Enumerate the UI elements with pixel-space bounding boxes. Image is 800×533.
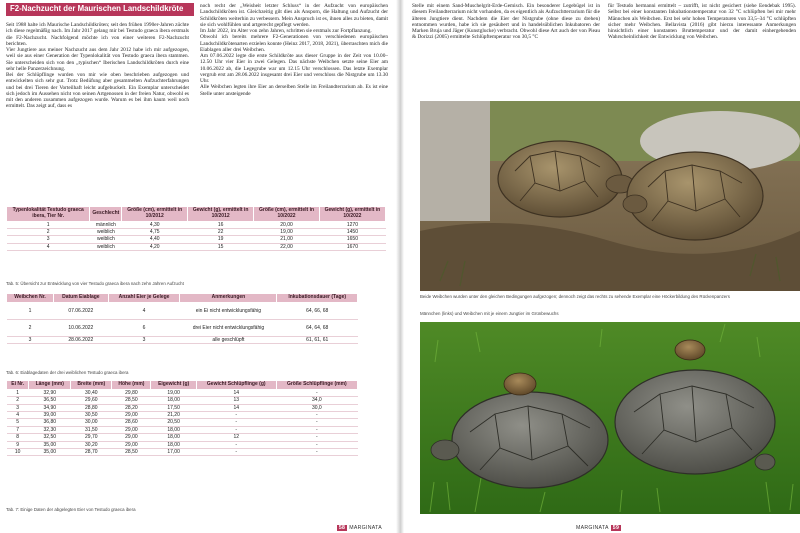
table-cell: 10 <box>7 449 29 456</box>
table-cell: 30,40 <box>71 389 112 396</box>
table-cell: 36,80 <box>29 419 71 426</box>
photo-caption: Männchen (links) und Weibchen mit je einem Jungtier im Grünbewuchs <box>420 311 559 316</box>
table-cell: 16 <box>188 221 254 228</box>
table-cell: - <box>276 419 357 426</box>
table-cell: 4,20 <box>122 243 188 250</box>
table-caption: Tab. 7: Einige Daten der abgelegten Eier von Testudo graeca ibera <box>6 507 136 512</box>
table-cell: 1450 <box>319 229 385 236</box>
tortoise-photo-1 <box>420 101 800 291</box>
table-row <box>7 426 358 433</box>
table-cell: 19,00 <box>151 389 196 396</box>
table-cell: 19 <box>188 236 254 243</box>
column-header: Größe (cm), ermittelt in 10/2022 <box>254 207 320 222</box>
table-cell: 1 <box>7 302 54 319</box>
column-header: Gewicht (g), ermittelt in 10/2022 <box>319 207 385 222</box>
table-row <box>7 419 358 426</box>
table-cell: 18,00 <box>151 434 196 441</box>
table-cell: - <box>196 426 276 433</box>
table-cell: 28,50 <box>112 449 151 456</box>
table-cell: 13 <box>196 397 276 404</box>
table-cell: 3 <box>108 336 180 343</box>
table-cell: 1270 <box>319 221 385 228</box>
table-row <box>7 302 358 319</box>
table-cell: männlich <box>90 221 122 228</box>
table-cell: 3 <box>7 336 54 343</box>
table-cell: 28,20 <box>112 404 151 411</box>
table-cell: 4 <box>7 243 90 250</box>
table-row <box>7 221 386 228</box>
table-cell: 12 <box>196 434 276 441</box>
column-header: Höhe (mm) <box>112 381 151 390</box>
table-cell: 20,00 <box>254 221 320 228</box>
table-row <box>7 319 358 336</box>
table-cell: 29,00 <box>112 441 151 448</box>
table-row <box>7 397 358 404</box>
table-cell: 15 <box>188 243 254 250</box>
table-cell: 30,00 <box>71 419 112 426</box>
table-cell: 10.06.2022 <box>54 319 109 336</box>
column-header: Ei Nr. <box>7 381 29 390</box>
table-row <box>7 389 358 396</box>
table-cell: 30,20 <box>71 441 112 448</box>
table-row <box>7 229 386 236</box>
column-header: Typenlokalität Testudo graeca ibera, Tier Nr. <box>7 207 90 222</box>
column-header: Weibchen Nr. <box>7 294 54 303</box>
table-cell: ein Ei nicht entwicklungsfähig <box>180 302 277 319</box>
table-row <box>7 434 358 441</box>
left-column-2 <box>200 3 388 192</box>
table-cell: 28,70 <box>71 449 112 456</box>
table-cell: 4 <box>7 412 29 419</box>
article-heading: F2-Nachzucht der Maurischen Landschildkröte <box>6 3 194 16</box>
table-cell: 6 <box>108 319 180 336</box>
table-cell: 61, 61, 61 <box>277 336 358 343</box>
table-cell: 32,50 <box>29 434 71 441</box>
paragraph: Im Jahr 2022, im Alter von zehn Jahren, schritten sie erstmals zur Fortpflanzung. <box>200 28 372 34</box>
table-cell: - <box>196 412 276 419</box>
table-cell: 3 <box>7 236 90 243</box>
table-cell: 1 <box>7 389 29 396</box>
table-cell: - <box>276 389 357 396</box>
table-cell: - <box>276 412 357 419</box>
table-cell: 34,0 <box>276 397 357 404</box>
table-cell: 28,50 <box>112 397 151 404</box>
paragraph: Alle Weibchen legten ihre Eier an derselben Stelle im Freilandterrarium ab. Es ist eine Stelle unter ansteigende <box>200 84 388 97</box>
table-cell: 1 <box>7 221 90 228</box>
table-cell: 30,50 <box>71 412 112 419</box>
table-cell: 28,80 <box>71 404 112 411</box>
table-cell: 2 <box>7 229 90 236</box>
magazine-name: MARGINATA <box>349 525 382 531</box>
table-cell: - <box>276 434 357 441</box>
table-cell: drei Eier nicht entwicklungsfähig <box>180 319 277 336</box>
table-cell: - <box>196 441 276 448</box>
table-cell: 4,40 <box>122 236 188 243</box>
table-cell: 21,00 <box>254 236 320 243</box>
table-cell: 34,90 <box>29 404 71 411</box>
paragraph: Obwohl ich bereits mehrere F2-Generationen von verschiedenen europäischen Landschildkrötenarten erzielen konnte (Heinz 2017, 2018, 2021), überraschten mich die Eiablagen aller drei Weibchen. <box>200 34 388 53</box>
page-footer <box>576 525 623 531</box>
table-cell: 36,50 <box>29 397 71 404</box>
column-header: Länge (mm) <box>29 381 71 390</box>
table-cell: 19,00 <box>254 229 320 236</box>
column-header: Eigewicht (g) <box>151 381 196 390</box>
table-cell: 18,00 <box>151 441 196 448</box>
table-cell: 20,50 <box>151 419 196 426</box>
table-cell: 29,00 <box>112 412 151 419</box>
page-footer <box>335 525 382 531</box>
table-cell: weiblich <box>90 243 122 250</box>
table-cell: 4,30 <box>122 221 188 228</box>
left-column-1 <box>6 22 189 192</box>
column-header: Gewicht (g), ermittelt in 10/2012 <box>188 207 254 222</box>
table-cell: 64, 66, 68 <box>277 302 358 319</box>
paragraph: noch recht der „Weisheit letzter Schluss“ in der Aufzucht von europäischen Landschildkröten ist. Gleichzeitig gilt dies als Ansporn, die Haltung und Aufzucht der Schildkröten weiterhin zu verbessern. Mein Anspruch ist es, ihnen alles zu bieten, damit sie sich wohlfühlen und artgerecht gepflegt werden. <box>200 3 388 28</box>
column-header: Anmerkungen <box>180 294 277 303</box>
table-row <box>7 449 358 456</box>
table-cell: - <box>196 449 276 456</box>
table-cell: 21,20 <box>151 412 196 419</box>
table-cell: 7 <box>7 426 29 433</box>
paragraph: Bei der Schlüpflinge wurden von mir wie oben beschrieben aufgezogen und entwickelten sich sehr gut. Trotz Bedüfung aber gesammelten Aufzuchterfahrungen und bei drei Tieren der Vorteilhaft leicht aufgebuckelt. Ein Exemplar unterscheidet sich jedoch im Aussehen nicht von seinen Artgenossen in der freien Natur, obwohl es mit den anderen zusammen aufgezogen wurde. Warum es bei ihm kaum weil noch ermittelt. Das zeigt auf, dass es <box>6 72 189 110</box>
table-cell: - <box>276 449 357 456</box>
column-header: Anzahl Eier je Gelege <box>108 294 180 303</box>
tortoise-photo-2 <box>420 322 800 514</box>
table-cell: 22,00 <box>254 243 320 250</box>
photo-tortoises-grass <box>420 322 800 514</box>
paragraph: Vier Jungtiere aus meiner Nachzucht aus dem Jahr 2012 habe ich mir aufgezogen, weil sie aus einer Generation der Typenlokalität von Testudo graeca ibera stammen. Sie unterscheiden sich von den „typischen“ Iberischen Landschildkröten durch eine sehr helle Panzerzeichnung. <box>6 47 189 72</box>
table-cell: 9 <box>7 441 29 448</box>
column-header: Größe (cm), ermittelt in 10/2012 <box>122 207 188 222</box>
table-cell: 32,30 <box>29 426 71 433</box>
column-header: Datum Eiablage <box>54 294 109 303</box>
table-cell: 29,00 <box>112 434 151 441</box>
photo-two-tortoises <box>420 101 800 291</box>
table-cell: - <box>276 426 357 433</box>
table-row <box>7 243 386 250</box>
table-cell: 2 <box>7 397 29 404</box>
table-cell: 8 <box>7 434 29 441</box>
table-row <box>7 336 358 343</box>
table-cell: 07.06.2022 <box>54 302 109 319</box>
table-cell: 5 <box>7 419 29 426</box>
column-header: Größe Schlüpflinge (mm) <box>276 381 357 390</box>
table-cell: 29,80 <box>112 389 151 396</box>
table-cell: 39,00 <box>29 412 71 419</box>
table-row <box>7 441 358 448</box>
table-row <box>7 412 358 419</box>
table-cell: 35,00 <box>29 441 71 448</box>
column-header: Geschlecht <box>90 207 122 222</box>
table-cell: 22 <box>188 229 254 236</box>
right-column-2 <box>608 3 796 97</box>
table-cell: 2 <box>7 319 54 336</box>
page-gutter <box>396 0 404 533</box>
table-row <box>7 404 358 411</box>
table-cell: 17,00 <box>151 449 196 456</box>
right-column-1 <box>412 3 600 97</box>
table-cell: - <box>276 441 357 448</box>
column-header: Inkubationsdauer (Tage) <box>277 294 358 303</box>
table-cell: 1650 <box>319 236 385 243</box>
table-cell: 18,00 <box>151 426 196 433</box>
table-cell: - <box>196 419 276 426</box>
table-cell: 14 <box>196 389 276 396</box>
table-cell: 29,70 <box>71 434 112 441</box>
table-cell: 17,50 <box>151 404 196 411</box>
table-cell: 4,75 <box>122 229 188 236</box>
table-cell: weiblich <box>90 229 122 236</box>
left-page <box>0 0 396 533</box>
table-cell: 29,60 <box>71 397 112 404</box>
page-number: 59 <box>612 525 620 531</box>
column-header: Breite (mm) <box>71 381 112 390</box>
paragraph: Stelle mit einem Sand-Muschelgrit-Erde-Gemisch. Ein besonderer Legebügel ist in diesem Freilandterrarium nicht vorhanden, da es eigentlich als Aufzuchtterrarium für die älteren Jungtiere dient. Nachdem die Eier der Nistgrube (ohne diese zu drehen) entnommen wurden, habe ich sie gesäubert und in handelsüblichen Inkubatoren der Marken Bruja und Jäger (Kunstglucke) verbracht. Obwohl diese Art auch der von Pieau & Dorizzi (2005) ermittelte Schlüpftemperatur von 30,5 °C <box>412 3 600 41</box>
table-cell: 29,00 <box>112 426 151 433</box>
table-cell: 28,60 <box>112 419 151 426</box>
table-cell: 14 <box>196 404 276 411</box>
table-cell: alle geschlüpft <box>180 336 277 343</box>
table-caption: Tab. 6: Eiablagedaten der drei weiblichen Testudo graeca ibera <box>6 370 129 375</box>
table-caption: Tab. 5: Übersicht zur Entwicklung von vier Testudo graeca ibera nach zehn Jahren Aufzucht <box>6 281 184 286</box>
table-cell: 18,00 <box>151 397 196 404</box>
table-cell: 4 <box>108 302 180 319</box>
table-cell: weiblich <box>90 236 122 243</box>
table-cell: 30,0 <box>276 404 357 411</box>
table-row <box>7 236 386 243</box>
table-cell: 64, 64, 68 <box>277 319 358 336</box>
table-egg-laying <box>6 293 358 344</box>
table-egg-data <box>6 380 358 456</box>
paragraph: Seit 1988 halte ich Maurische Landschildkröten; seit den frühen 1990er-Jahren züchte ich diese regelmäßig nach. Im Jahr 2017 gelang mir bei Testudo graeca ibera erstmals die F2-Nachzucht. Nachfolgend möchte ich von einer weiteren F2-Nachzucht berichten. <box>6 22 189 47</box>
page-number: 58 <box>338 525 346 531</box>
table-cell: 31,50 <box>71 426 112 433</box>
table-cell: 28.06.2022 <box>54 336 109 343</box>
table-cell: 35,00 <box>29 449 71 456</box>
column-header: Gewicht Schlüpflinge (g) <box>196 381 276 390</box>
magazine-name: MARGINATA <box>576 525 609 531</box>
table-cell: 3 <box>7 404 29 411</box>
paragraph: Am 07.06.2022 legte die erste Schildkröte aus dieser Gruppe in der Zeit von 10.00–12.50 Uhr vier Eier in zwei Gelegen. Das nächste Weibchen setzte seine Eier am 10.06.2022 ab, die Legegrube war um 12.15 Uhr verschlossen. Das letzte Exemplar vergrub erst am 28.06.2022 insgesamt drei Eier und verschloss die Nistgrube um 13.30 Uhr. <box>200 53 388 84</box>
photo-caption: Beide Weibchen wurden unter den gleichen Bedingungen aufgezogen; dennoch zeigt das rechts zu sehende Exemplar eine Höckerbildung des Rückenpanzers <box>420 294 730 299</box>
table-development <box>6 206 386 251</box>
right-page <box>404 0 800 533</box>
table-cell: 1670 <box>319 243 385 250</box>
paragraph: für Testudo hermanni ermittelt – zutrifft, ist nicht gesichert (siehe Eendebak 1995). Selbst bei einer konstanten Inkubationstemperatur von 32 °C schlüpften bei mir mehr Männchen als Weibchen. Erst bei sehr hohen Temperaturen von 33,5–34 °C schlüpften sicher mehr Weibchen. Bellavista (2016) gibt hierzu interessante Anmerkungen hinsichtlich einer konstanten Bruttemperatur und der damit einhergehenden Wahrscheinlichkeit der Entwicklung von Weibchen. <box>608 3 796 41</box>
table-cell: 32,90 <box>29 389 71 396</box>
